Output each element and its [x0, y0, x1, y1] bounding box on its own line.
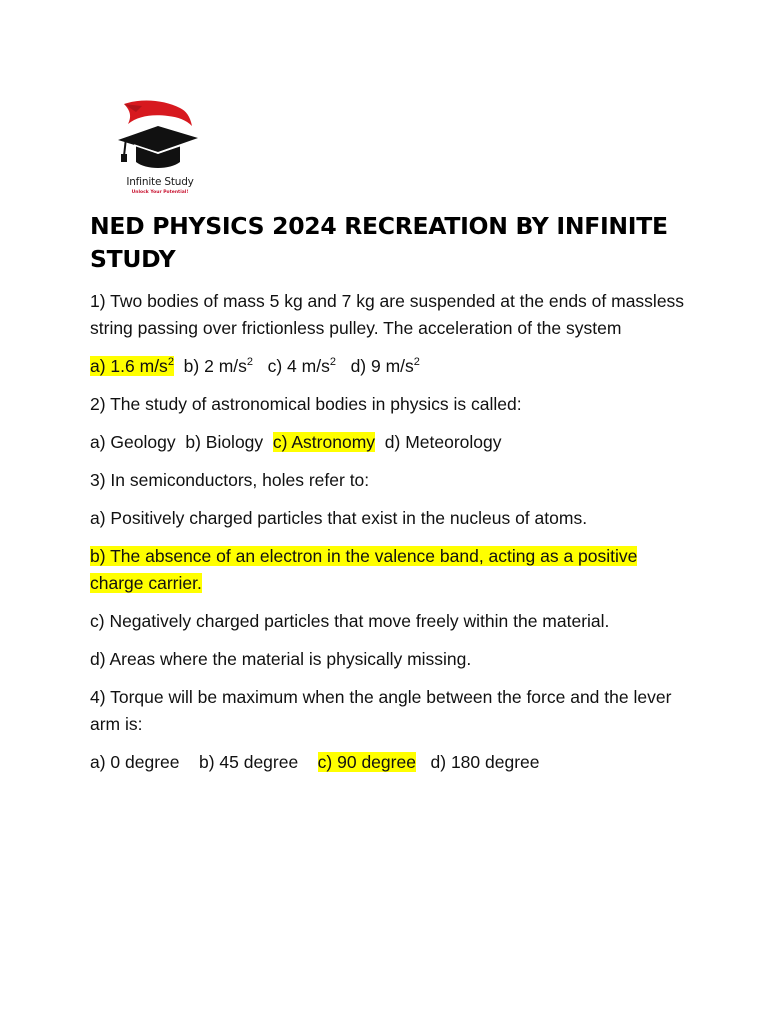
- question-1-option-c: c) 4 $m/s^2$: [267, 356, 336, 376]
- question-1-option-a: a) 1.6 $m/s^2$: [90, 356, 174, 376]
- questions-section: [90, 288, 690, 787]
- question-2-option-b: b) Biology: [185, 432, 264, 452]
- question-2-option-a: a) Geology: [90, 432, 176, 452]
- infinite-study-logo: [112, 96, 208, 200]
- logo-name: Infinite Study: [126, 176, 194, 188]
- question-3-text: 3) In semiconductors, holes refer to:: [90, 470, 370, 490]
- question-1-option-b: b) 2 $m/s^2$: [183, 356, 254, 376]
- question-1-options: [90, 353, 690, 380]
- question-2-option-c: c) Astronomy: [272, 432, 376, 452]
- question-4-option-a: a) 0 degree: [90, 752, 180, 772]
- page-title: NED PHYSICS 2024 RECREATION BY INFINITE STUDY: [90, 212, 668, 273]
- question-4-option-d: d) 180 degree: [430, 752, 540, 772]
- logo-tagline: Unlock Your Potential!: [131, 190, 189, 195]
- question-2-option-d: d) Meteorology: [384, 432, 502, 452]
- question-3-option-a: a) Positively charged particles that exist in the nucleus of atoms.: [90, 508, 588, 528]
- question-4-option-b: b) 45 degree: [198, 752, 299, 772]
- graduation-cap-icon: [112, 96, 208, 176]
- question-3-option-b-wrap: [90, 543, 690, 597]
- question-2-text: 2) The study of astronomical bodies in physics is called:: [90, 394, 522, 414]
- question-2-options: [90, 429, 690, 456]
- question-4-options: [90, 749, 690, 776]
- question-3-option-d: d) Areas where the material is physically missing.: [90, 649, 472, 669]
- question-4-option-c: c) 90 degree: [317, 752, 416, 772]
- question-3-option-c: c) Negatively charged particles that move freely within the material.: [90, 611, 610, 631]
- question-1-option-d: d) 9 $m/s^2$: [350, 356, 420, 376]
- question-1-text: 1) Two bodies of mass 5 kg and 7 kg are suspended at the ends of massless string passing over frictionless pulley. The acceleration of the system: [90, 291, 685, 338]
- question-3-option-b: b) The absence of an electron in the valence band, acting as a positive charge carrier.: [90, 546, 638, 593]
- question-4-text: 4) Torque will be maximum when the angle between the force and the lever arm is:: [90, 687, 672, 734]
